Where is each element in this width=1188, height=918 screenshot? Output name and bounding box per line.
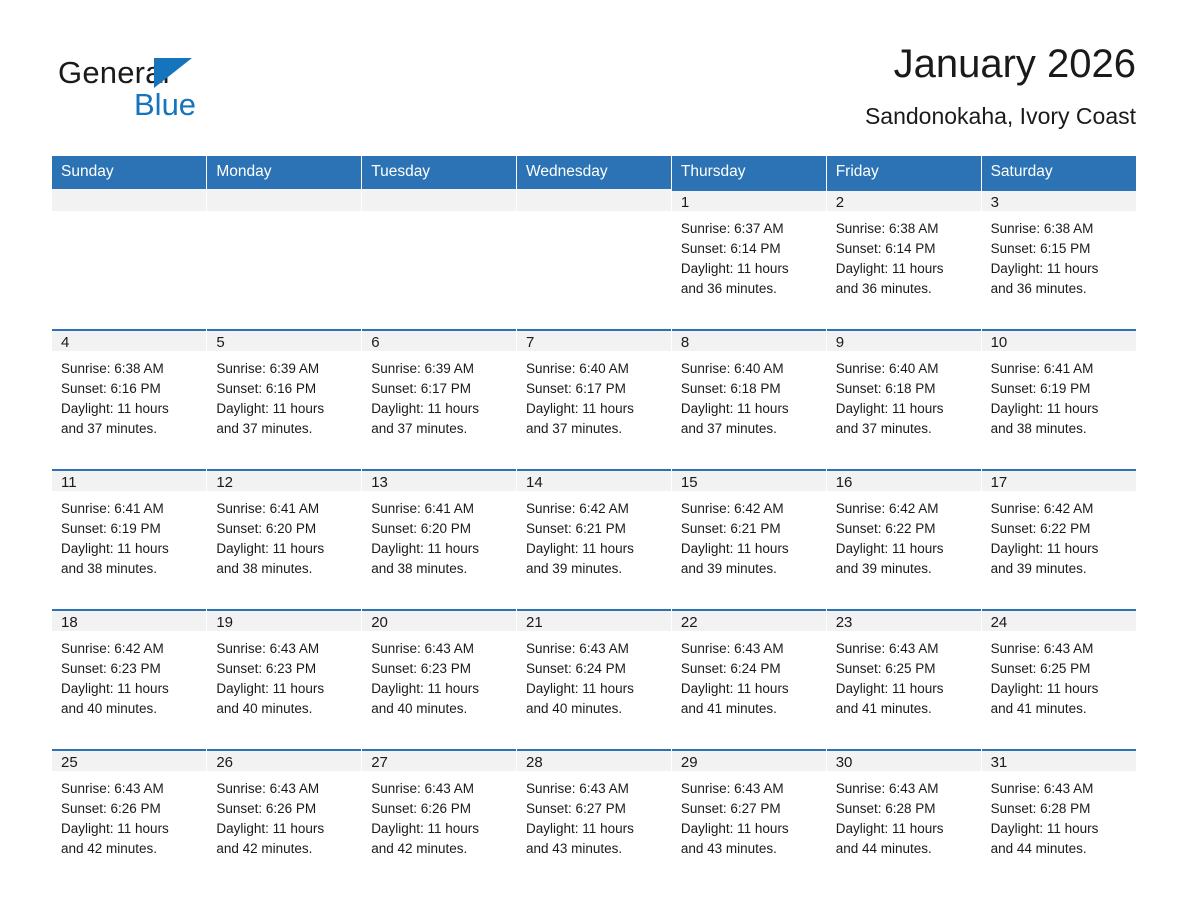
day-detail-line: Daylight: 11 hours xyxy=(835,541,944,556)
day-number xyxy=(207,189,361,211)
day-details xyxy=(362,771,516,859)
day-detail-line: Sunrise: 6:39 AM xyxy=(216,361,320,376)
day-detail-line: Daylight: 11 hours xyxy=(371,821,479,836)
day-detail-line: Sunset: 6:26 PM xyxy=(371,801,471,816)
day-detail-line: Daylight: 11 hours xyxy=(216,541,325,556)
day-number: 16 xyxy=(827,469,981,491)
day-number: 10 xyxy=(982,329,1136,351)
day-details xyxy=(207,491,361,579)
day-details xyxy=(207,771,361,859)
day-detail-line: Sunset: 6:20 PM xyxy=(216,521,317,536)
calendar-day-cell[interactable] xyxy=(671,329,826,456)
day-detail-line: Daylight: 11 hours xyxy=(680,821,789,836)
day-detail-line: Sunset: 6:25 PM xyxy=(835,661,936,676)
calendar-day-cell[interactable] xyxy=(981,189,1136,316)
calendar-table xyxy=(52,156,1136,876)
day-detail-line: and 42 minutes. xyxy=(216,841,313,856)
day-details xyxy=(827,631,981,719)
triangle-icon xyxy=(154,58,192,88)
day-detail-line: and 40 minutes. xyxy=(526,701,623,716)
day-detail-line: Sunset: 6:26 PM xyxy=(61,801,161,816)
calendar-day-cell[interactable] xyxy=(671,189,826,316)
day-detail-line: and 41 minutes. xyxy=(990,701,1087,716)
calendar-day-cell[interactable] xyxy=(981,469,1136,596)
day-detail-line: Daylight: 11 hours xyxy=(680,401,789,416)
weekday-header-wednesday: Wednesday xyxy=(517,156,672,189)
day-number: 11 xyxy=(52,469,206,491)
page-title: January 2026 xyxy=(893,42,1136,86)
day-detail-line: Daylight: 11 hours xyxy=(216,681,325,696)
day-detail-line: Sunrise: 6:43 AM xyxy=(990,641,1094,656)
day-detail-line: Sunrise: 6:43 AM xyxy=(371,641,474,656)
day-detail-line: Daylight: 11 hours xyxy=(680,681,789,696)
day-detail-line: and 38 minutes. xyxy=(61,561,158,576)
day-detail-line: Daylight: 11 hours xyxy=(371,541,479,556)
day-detail-line: and 44 minutes. xyxy=(835,841,932,856)
day-detail-line: Daylight: 11 hours xyxy=(526,541,634,556)
day-detail-line: Daylight: 11 hours xyxy=(680,541,789,556)
day-details xyxy=(672,491,826,579)
day-number: 14 xyxy=(517,469,671,491)
calendar-day-cell[interactable] xyxy=(981,329,1136,456)
location-subtitle: Sandonokaha, Ivory Coast xyxy=(864,103,1136,129)
day-details xyxy=(52,211,206,219)
day-number: 18 xyxy=(52,609,206,631)
day-number: 9 xyxy=(827,329,981,351)
day-detail-line: Sunrise: 6:43 AM xyxy=(216,641,320,656)
week-spacer xyxy=(52,596,1136,610)
day-detail-line: Daylight: 11 hours xyxy=(526,821,634,836)
day-detail-line: and 36 minutes. xyxy=(835,281,932,296)
day-details xyxy=(672,631,826,719)
day-detail-line: and 42 minutes. xyxy=(61,841,158,856)
day-detail-line: Daylight: 11 hours xyxy=(61,541,169,556)
day-detail-line: Sunset: 6:14 PM xyxy=(680,241,781,256)
day-details xyxy=(52,771,206,859)
day-number: 27 xyxy=(362,749,516,771)
day-detail-line: and 37 minutes. xyxy=(680,421,777,436)
day-detail-line: Sunset: 6:18 PM xyxy=(835,381,936,396)
calendar-day-cell[interactable] xyxy=(981,749,1136,876)
calendar-day-cell[interactable] xyxy=(362,749,517,876)
day-details xyxy=(982,631,1136,719)
calendar-day-cell[interactable] xyxy=(517,749,672,876)
day-details xyxy=(982,771,1136,859)
day-number: 15 xyxy=(672,469,826,491)
calendar-day-cell[interactable] xyxy=(52,469,207,596)
day-detail-line: and 39 minutes. xyxy=(835,561,932,576)
day-details xyxy=(672,351,826,439)
day-detail-line: Sunset: 6:28 PM xyxy=(990,801,1091,816)
title-block xyxy=(865,40,1136,130)
day-detail-line: Sunset: 6:17 PM xyxy=(526,381,626,396)
day-detail-line: and 38 minutes. xyxy=(216,561,313,576)
day-detail-line: Sunset: 6:21 PM xyxy=(526,521,626,536)
day-detail-line: Sunset: 6:18 PM xyxy=(680,381,781,396)
day-detail-line: Sunset: 6:16 PM xyxy=(216,381,317,396)
calendar-day-cell[interactable] xyxy=(826,609,981,736)
weekday-header-monday: Monday xyxy=(207,156,362,189)
day-detail-line: Daylight: 11 hours xyxy=(371,681,479,696)
day-number: 4 xyxy=(52,329,206,351)
week-spacer-cell xyxy=(52,456,1136,470)
day-number: 30 xyxy=(827,749,981,771)
day-detail-line: and 37 minutes. xyxy=(216,421,313,436)
day-detail-line: and 44 minutes. xyxy=(990,841,1087,856)
day-detail-line: Sunrise: 6:42 AM xyxy=(680,501,784,516)
day-number: 26 xyxy=(207,749,361,771)
day-details xyxy=(982,491,1136,579)
day-detail-line: Sunrise: 6:41 AM xyxy=(61,501,164,516)
calendar-day-cell[interactable] xyxy=(207,329,362,456)
day-detail-line: Sunset: 6:25 PM xyxy=(990,661,1091,676)
page-header xyxy=(52,40,1136,148)
calendar-week-row xyxy=(52,189,1136,316)
day-detail-line: Sunset: 6:27 PM xyxy=(680,801,781,816)
day-details xyxy=(827,211,981,299)
day-number: 20 xyxy=(362,609,516,631)
calendar-day-cell[interactable] xyxy=(362,329,517,456)
day-detail-line: Sunset: 6:23 PM xyxy=(216,661,317,676)
day-detail-line: Sunrise: 6:40 AM xyxy=(680,361,784,376)
day-detail-line: Sunset: 6:27 PM xyxy=(526,801,626,816)
day-detail-line: and 38 minutes. xyxy=(990,421,1087,436)
day-details xyxy=(517,771,671,859)
day-details xyxy=(827,771,981,859)
day-detail-line: Sunrise: 6:43 AM xyxy=(216,781,320,796)
general-blue-logo xyxy=(58,56,308,126)
day-number xyxy=(517,189,671,211)
day-detail-line: Daylight: 11 hours xyxy=(216,401,325,416)
day-detail-line: Sunrise: 6:37 AM xyxy=(680,221,784,236)
day-detail-line: and 43 minutes. xyxy=(526,841,623,856)
calendar-week-row xyxy=(52,749,1136,876)
day-number: 3 xyxy=(982,189,1136,211)
day-number: 5 xyxy=(207,329,361,351)
day-number: 12 xyxy=(207,469,361,491)
calendar-day-cell[interactable] xyxy=(517,469,672,596)
day-number: 7 xyxy=(517,329,671,351)
day-detail-line: Sunset: 6:19 PM xyxy=(990,381,1091,396)
day-detail-line: Daylight: 11 hours xyxy=(835,401,944,416)
day-detail-line: Daylight: 11 hours xyxy=(990,681,1099,696)
day-detail-line: Sunset: 6:23 PM xyxy=(371,661,471,676)
calendar-day-cell[interactable] xyxy=(671,749,826,876)
day-detail-line: Sunset: 6:24 PM xyxy=(680,661,781,676)
weekday-header-row xyxy=(52,156,1136,189)
logo-text-general: General xyxy=(58,55,170,90)
day-number: 29 xyxy=(672,749,826,771)
day-details xyxy=(362,351,516,439)
day-details xyxy=(517,491,671,579)
day-details xyxy=(52,351,206,439)
day-detail-line: Sunset: 6:20 PM xyxy=(371,521,471,536)
day-details xyxy=(362,491,516,579)
day-details xyxy=(982,351,1136,439)
calendar-day-cell[interactable] xyxy=(52,749,207,876)
day-detail-line: and 36 minutes. xyxy=(990,281,1087,296)
day-number: 21 xyxy=(517,609,671,631)
day-detail-line: Sunset: 6:19 PM xyxy=(61,521,161,536)
day-number: 24 xyxy=(982,609,1136,631)
calendar-empty-cell xyxy=(52,189,207,316)
logo-text-blue: Blue xyxy=(134,87,197,122)
calendar-week-row xyxy=(52,469,1136,596)
day-detail-line: and 36 minutes. xyxy=(680,281,777,296)
day-number: 8 xyxy=(672,329,826,351)
day-number: 17 xyxy=(982,469,1136,491)
day-detail-line: Sunset: 6:28 PM xyxy=(835,801,936,816)
day-number: 6 xyxy=(362,329,516,351)
day-detail-line: Sunrise: 6:41 AM xyxy=(371,501,474,516)
day-detail-line: Sunrise: 6:43 AM xyxy=(990,781,1094,796)
day-detail-line: Sunrise: 6:43 AM xyxy=(680,641,784,656)
day-detail-line: Sunrise: 6:42 AM xyxy=(990,501,1094,516)
calendar-empty-cell xyxy=(207,189,362,316)
day-number xyxy=(362,189,516,211)
day-detail-line: Daylight: 11 hours xyxy=(680,261,789,276)
day-detail-line: Sunrise: 6:40 AM xyxy=(835,361,939,376)
day-detail-line: Sunset: 6:14 PM xyxy=(835,241,936,256)
calendar-day-cell[interactable] xyxy=(826,329,981,456)
calendar-day-cell[interactable] xyxy=(362,609,517,736)
day-number: 22 xyxy=(672,609,826,631)
day-detail-line: Sunrise: 6:41 AM xyxy=(990,361,1094,376)
day-details xyxy=(362,211,516,219)
day-number: 1 xyxy=(672,189,826,211)
day-detail-line: Daylight: 11 hours xyxy=(526,401,634,416)
day-detail-line: Sunrise: 6:43 AM xyxy=(371,781,474,796)
day-details xyxy=(207,211,361,219)
calendar-empty-cell xyxy=(362,189,517,316)
day-details xyxy=(517,631,671,719)
day-detail-line: Sunrise: 6:38 AM xyxy=(61,361,164,376)
day-number: 31 xyxy=(982,749,1136,771)
day-detail-line: Daylight: 11 hours xyxy=(61,821,169,836)
day-detail-line: Daylight: 11 hours xyxy=(526,681,634,696)
week-spacer-cell xyxy=(52,316,1136,330)
day-number: 19 xyxy=(207,609,361,631)
day-details xyxy=(982,211,1136,299)
day-number: 13 xyxy=(362,469,516,491)
calendar-day-cell[interactable] xyxy=(52,609,207,736)
day-detail-line: and 37 minutes. xyxy=(61,421,158,436)
day-detail-line: Sunrise: 6:42 AM xyxy=(61,641,164,656)
day-number xyxy=(52,189,206,211)
weekday-header-thursday: Thursday xyxy=(671,156,826,189)
calendar-day-cell[interactable] xyxy=(207,469,362,596)
calendar-day-cell[interactable] xyxy=(671,469,826,596)
day-detail-line: Sunset: 6:15 PM xyxy=(990,241,1091,256)
day-detail-line: and 43 minutes. xyxy=(680,841,777,856)
day-details xyxy=(207,631,361,719)
day-detail-line: Sunrise: 6:43 AM xyxy=(526,781,629,796)
calendar-week-row xyxy=(52,609,1136,736)
day-details xyxy=(672,211,826,299)
day-detail-line: and 41 minutes. xyxy=(835,701,932,716)
day-detail-line: and 40 minutes. xyxy=(61,701,158,716)
day-detail-line: Daylight: 11 hours xyxy=(835,821,944,836)
calendar-day-cell[interactable] xyxy=(517,609,672,736)
day-detail-line: Daylight: 11 hours xyxy=(61,401,169,416)
day-detail-line: Daylight: 11 hours xyxy=(216,821,325,836)
calendar-day-cell[interactable] xyxy=(671,609,826,736)
weekday-header-tuesday: Tuesday xyxy=(362,156,517,189)
weekday-header-friday: Friday xyxy=(826,156,981,189)
day-detail-line: Daylight: 11 hours xyxy=(990,261,1099,276)
day-detail-line: Sunrise: 6:42 AM xyxy=(526,501,629,516)
week-spacer xyxy=(52,316,1136,330)
day-details xyxy=(52,631,206,719)
day-detail-line: and 37 minutes. xyxy=(371,421,468,436)
day-detail-line: Sunset: 6:23 PM xyxy=(61,661,161,676)
day-detail-line: Sunrise: 6:43 AM xyxy=(835,641,939,656)
day-detail-line: Daylight: 11 hours xyxy=(835,261,944,276)
day-detail-line: Sunrise: 6:43 AM xyxy=(835,781,939,796)
day-detail-line: Sunset: 6:26 PM xyxy=(216,801,317,816)
day-detail-line: Sunset: 6:22 PM xyxy=(835,521,936,536)
week-spacer-cell xyxy=(52,596,1136,610)
day-number: 25 xyxy=(52,749,206,771)
day-detail-line: and 37 minutes. xyxy=(526,421,623,436)
day-detail-line: Sunrise: 6:41 AM xyxy=(216,501,320,516)
day-details xyxy=(827,491,981,579)
week-spacer-cell xyxy=(52,736,1136,750)
day-detail-line: Sunrise: 6:38 AM xyxy=(835,221,939,236)
day-detail-line: Daylight: 11 hours xyxy=(990,821,1099,836)
calendar-day-cell[interactable] xyxy=(981,609,1136,736)
day-number: 23 xyxy=(827,609,981,631)
day-detail-line: and 39 minutes. xyxy=(680,561,777,576)
calendar-day-cell[interactable] xyxy=(826,749,981,876)
day-detail-line: and 42 minutes. xyxy=(371,841,468,856)
day-details xyxy=(52,491,206,579)
day-details xyxy=(207,351,361,439)
calendar-week-row xyxy=(52,329,1136,456)
day-detail-line: and 39 minutes. xyxy=(990,561,1087,576)
day-detail-line: Daylight: 11 hours xyxy=(61,681,169,696)
day-detail-line: and 40 minutes. xyxy=(371,701,468,716)
day-detail-line: Sunrise: 6:42 AM xyxy=(835,501,939,516)
day-details xyxy=(827,351,981,439)
calendar-day-cell[interactable] xyxy=(826,469,981,596)
day-detail-line: Sunrise: 6:40 AM xyxy=(526,361,629,376)
weekday-header-saturday: Saturday xyxy=(981,156,1136,189)
day-detail-line: and 38 minutes. xyxy=(371,561,468,576)
calendar-day-cell[interactable] xyxy=(207,609,362,736)
day-detail-line: Sunrise: 6:43 AM xyxy=(680,781,784,796)
day-details xyxy=(362,631,516,719)
day-detail-line: Sunset: 6:21 PM xyxy=(680,521,781,536)
calendar-day-cell[interactable] xyxy=(52,329,207,456)
day-detail-line: Daylight: 11 hours xyxy=(835,681,944,696)
calendar-day-cell[interactable] xyxy=(517,329,672,456)
day-detail-line: Sunrise: 6:43 AM xyxy=(61,781,164,796)
calendar-day-cell[interactable] xyxy=(826,189,981,316)
day-detail-line: Sunrise: 6:43 AM xyxy=(526,641,629,656)
day-detail-line: Sunset: 6:22 PM xyxy=(990,521,1091,536)
calendar-day-cell[interactable] xyxy=(362,469,517,596)
day-detail-line: Sunset: 6:24 PM xyxy=(526,661,626,676)
week-spacer xyxy=(52,736,1136,750)
day-details xyxy=(672,771,826,859)
day-detail-line: and 37 minutes. xyxy=(835,421,932,436)
day-detail-line: and 41 minutes. xyxy=(680,701,777,716)
day-details xyxy=(517,351,671,439)
day-number: 2 xyxy=(827,189,981,211)
day-detail-line: Sunrise: 6:38 AM xyxy=(990,221,1094,236)
calendar-day-cell[interactable] xyxy=(207,749,362,876)
day-detail-line: Sunrise: 6:39 AM xyxy=(371,361,474,376)
day-detail-line: Daylight: 11 hours xyxy=(990,541,1099,556)
weekday-header-sunday: Sunday xyxy=(52,156,207,189)
day-detail-line: Sunset: 6:16 PM xyxy=(61,381,161,396)
day-detail-line: Daylight: 11 hours xyxy=(990,401,1099,416)
day-number: 28 xyxy=(517,749,671,771)
day-detail-line: and 40 minutes. xyxy=(216,701,313,716)
day-detail-line: Daylight: 11 hours xyxy=(371,401,479,416)
day-details xyxy=(517,211,671,219)
calendar-empty-cell xyxy=(517,189,672,316)
week-spacer xyxy=(52,456,1136,470)
day-detail-line: Sunset: 6:17 PM xyxy=(371,381,471,396)
day-detail-line: and 39 minutes. xyxy=(526,561,623,576)
